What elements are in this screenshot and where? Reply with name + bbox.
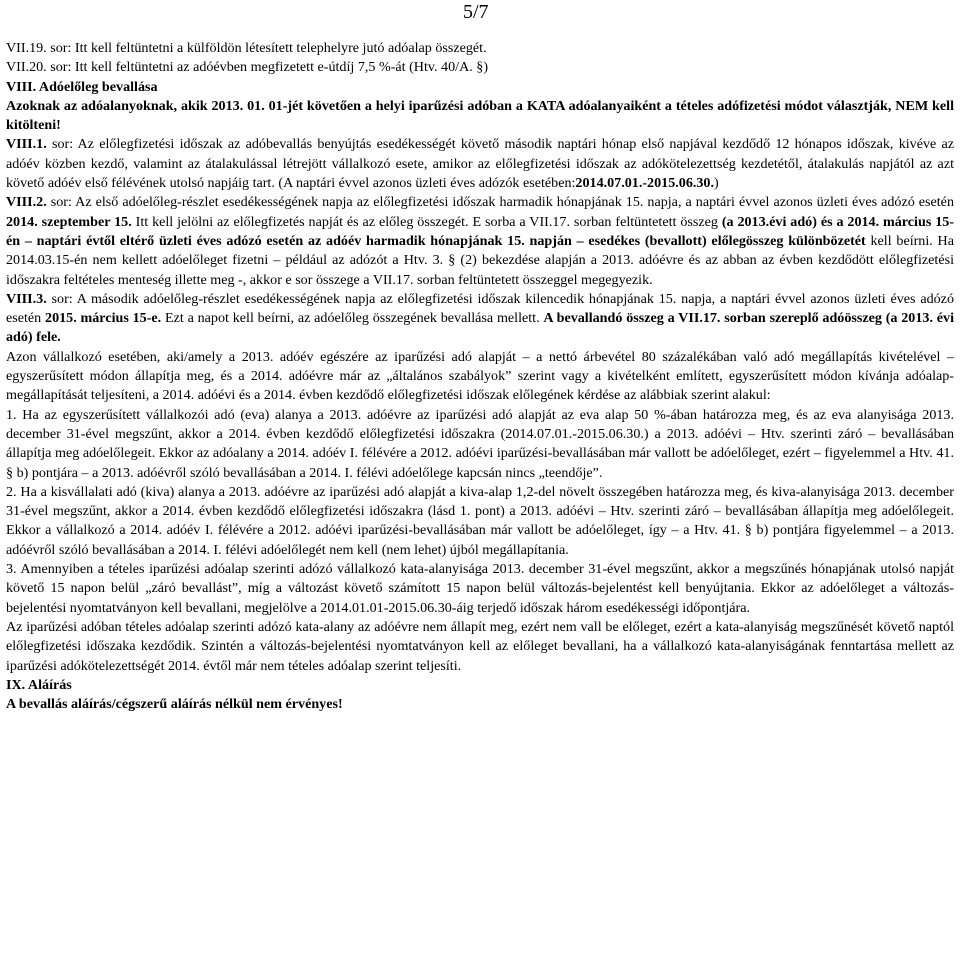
ix-title-text: IX. Aláírás	[6, 676, 72, 693]
viii2-part-b: 2014. szeptember 15.	[6, 213, 132, 230]
ix-text: A bevallás aláírás/cégszerű aláírás nélkül nem érvényes!	[6, 696, 343, 713]
kata-notice-text: Azoknak az adóalanyoknak, akik 2013. 01. 01-jét követően a helyi iparűzési adóban a KATA adóalanyaiként a tételes adófizetési módot választják, NEM kell kitölteni!	[6, 97, 954, 134]
viii2-part-d: (a 2013.évi adó) és a 2014. március 15-én – naptári évtől eltérő üzleti éves adózó esetén az adóév harmadik hónapjának 15. napján – esedékes (bevallott) előlegösszeg különbözetét	[6, 213, 954, 249]
signature-notice	[6, 695, 954, 714]
viii2-part-a: sor: Az első adóelőleg-részlet esedékességének napja az előlegfizetési időszak harmadik hónapjának 15. napja, a naptári évvel azonos üzleti éves adózó esetén	[46, 194, 954, 211]
paragraph-viii2	[6, 193, 954, 289]
viii-title-text: VIII. Adóelőleg bevallása	[6, 78, 158, 95]
viii3-part-a: sor: A második adóelőleg-részlet esedékességének napja az előlegfizetési időszak kilencedik hónapjának 15. napja, a naptári évvel azonos üzleti éves adózó esetén	[6, 290, 954, 327]
section-viii-title	[6, 78, 954, 97]
kata-para-text: Az iparűzési adóban tételes adóalap szerinti adózó kata-alany az adóévre nem állapít meg, ezért nem vall be előleget, ezért a kata-alanyiság megszűnését követő naptól előlegfizetési időszaka kezdődik. Szintén a változás-bejelentési nyomtatványon kell az előleget bevallani, ha a vállalkozó kata-alanyiságának fenntartása mellett az iparűzési adókötelezettségét 2014. évtől már nem tételes adóalap szerint teljesíti.	[6, 618, 954, 674]
viii1-end: )	[714, 175, 719, 192]
viii2-label: VIII.2.	[6, 194, 47, 211]
azon-text: Azon vállalkozó esetében, aki/amely a 2013. adóév egészére az iparűzési adó alapját – a nettó árbevétel 80 százalékában való adó megállapítás kivételével – egyszerűsített módon állapítja meg, és a 2014. adóévre már az „általános szabályok” szerint vagy a kivételként említett, egyszerűsített módon kívánja adóalap-megállapítását teljesíteni, a 2014. adóévi és a 2014. évben kezdődő előlegfizetési időszak előlegének kérdése az alábbiak szerint alakul:	[6, 348, 954, 404]
section-ix-title	[6, 676, 954, 695]
viii2-part-c: Itt kell jelölni az előlegfizetés napját és az előleg összegét. E sorba a VII.17. sorban feltüntetett összeg	[131, 213, 722, 230]
viii3-part-d: A bevallandó összeg a VII.17. sorban szereplő adóösszeg (a 2013. évi adó) fele.	[6, 310, 954, 346]
viii1-dates: 2014.07.01.-2015.06.30.	[575, 175, 715, 192]
viii1-label: VIII.1.	[6, 136, 47, 153]
list-item-3	[6, 560, 954, 618]
kata-notice	[6, 97, 954, 136]
viii2-part-e: kell beírni. Ha 2014.03.15-én nem kellett adóelőleget fizetni – például az adózót a Htv. 3. § (2) bekezdése alapján a 2013. adóévre és az abban az évben kezdődött előlegfizetési időszakra feltételes menteség illette meg -, akkor e sor összege a VII.17. sorban feltüntetett összeggel megegyezik.	[6, 232, 954, 288]
item3-text: 3. Amennyiben a tételes iparűzési adóalap szerinti adózó vállalkozó kata-alanyisága 2013. december 31-ével megszűnt, akkor a megszűnés hónapjának utolsó napját követő 15 napon belül „záró bevallást”, míg a változást követő számított 15 napon belül változás-bejelentést kell benyújtania. Ekkor az adóelőleget a változás-bejelentési nyomtatványon kell bevallani, megjelölve a 2014.01.01-2015.06.30-áig terjedő időszak három esedékességi időpontjára.	[6, 561, 954, 616]
item2-text: 2. Ha a kisvállalati adó (kiva) alanya a 2013. adóévre az iparűzési adó alapját a kiva-alap 1,2-del növelt összegében határozza meg, és kiva-alanyisága 2013. december 31-ével megszűnt, akkor a 2014. évben kezdődő előlegfizetési időszakra (lásd 1. pont) a 2013. adóévi – Htv. szerinti záró – bevallásában állapítja meg adóelőlegeit. Ekkor a vállalkozó a 2014. adóév I. félévére a 2012. adóévi iparűzési-bevallásában már vallott be adóelőleget, így – a Htv. 41. § b) pontjára figyelemmel – a 2013. adóévről szóló bevallásában a 2014. I. félévi adóelőlegét nem kell (nem lehet) újból megállapítania.	[6, 483, 954, 558]
paragraph-viii3	[6, 290, 954, 348]
viii1-text: sor: Az előlegfizetési időszak az adóbevallás benyújtás esedékességét követő második naptári hónap első napjával kezdődő 12 hónapos időszak, kivéve az adóév közben kezdő, valamint az átalakulással létrejött vállalkozó esete, amikor az előlegfizetési időszak az adókötelezettség kezdetétől, átalakulás napjától az azt követő adóév első félévének utolsó napjáig tart. (A naptári évvel azonos üzleti éves adózók esetében:	[6, 136, 954, 192]
page-number: 5/7	[463, 1, 489, 23]
viii3-part-b: 2015. március 15-e.	[45, 310, 162, 327]
vii19-text: VII.19. sor: Itt kell feltüntetni a külföldön létesített telephelyre jutó adóalap összegét.	[6, 40, 487, 56]
viii3-part-c: Ezt a napot kell beírni, az adóelőleg összegének bevallása mellett.	[161, 310, 544, 327]
item1-text: 1. Ha az egyszerűsített vállalkozói adó (eva) alanya a 2013. adóévre az iparűzési adó alapját az eva alap 50 %-ában határozza meg, és az eva alanyisága 2013. december 31-ével megszűnt, akkor a 2014. évben kezdődő előlegfizetési időszakra (2014.07.01.-2015.06.30.) a 2013. adóévi – Htv. szerinti záró – bevallásában állapítja meg adóelőlegeit. Ekkor az adóalany a 2014. adóév I. félévére a 2012. adóévi iparűzési-bevallásában már vallott be adóelőleget, ezért – figyelemmel a Htv. 41. § b) pontjára – a 2013. adóévről szóló bevallásában a 2014. I. félévi adóelőlege kapcsán nincs „teendője”.	[6, 406, 954, 481]
paragraph-viii1	[6, 135, 954, 193]
list-item-1	[6, 406, 954, 483]
document-body	[6, 39, 954, 714]
viii3-label: VIII.3.	[6, 290, 47, 307]
line-vii19	[6, 39, 954, 58]
line-vii20	[6, 58, 954, 77]
paragraph-kata	[6, 618, 954, 676]
paragraph-azon	[6, 348, 954, 406]
vii20-text: VII.20. sor: Itt kell feltüntetni az adóévben megfizetett e-útdíj 7,5 %-át (Htv. 40/A. §)	[6, 59, 489, 76]
list-item-2	[6, 483, 954, 560]
